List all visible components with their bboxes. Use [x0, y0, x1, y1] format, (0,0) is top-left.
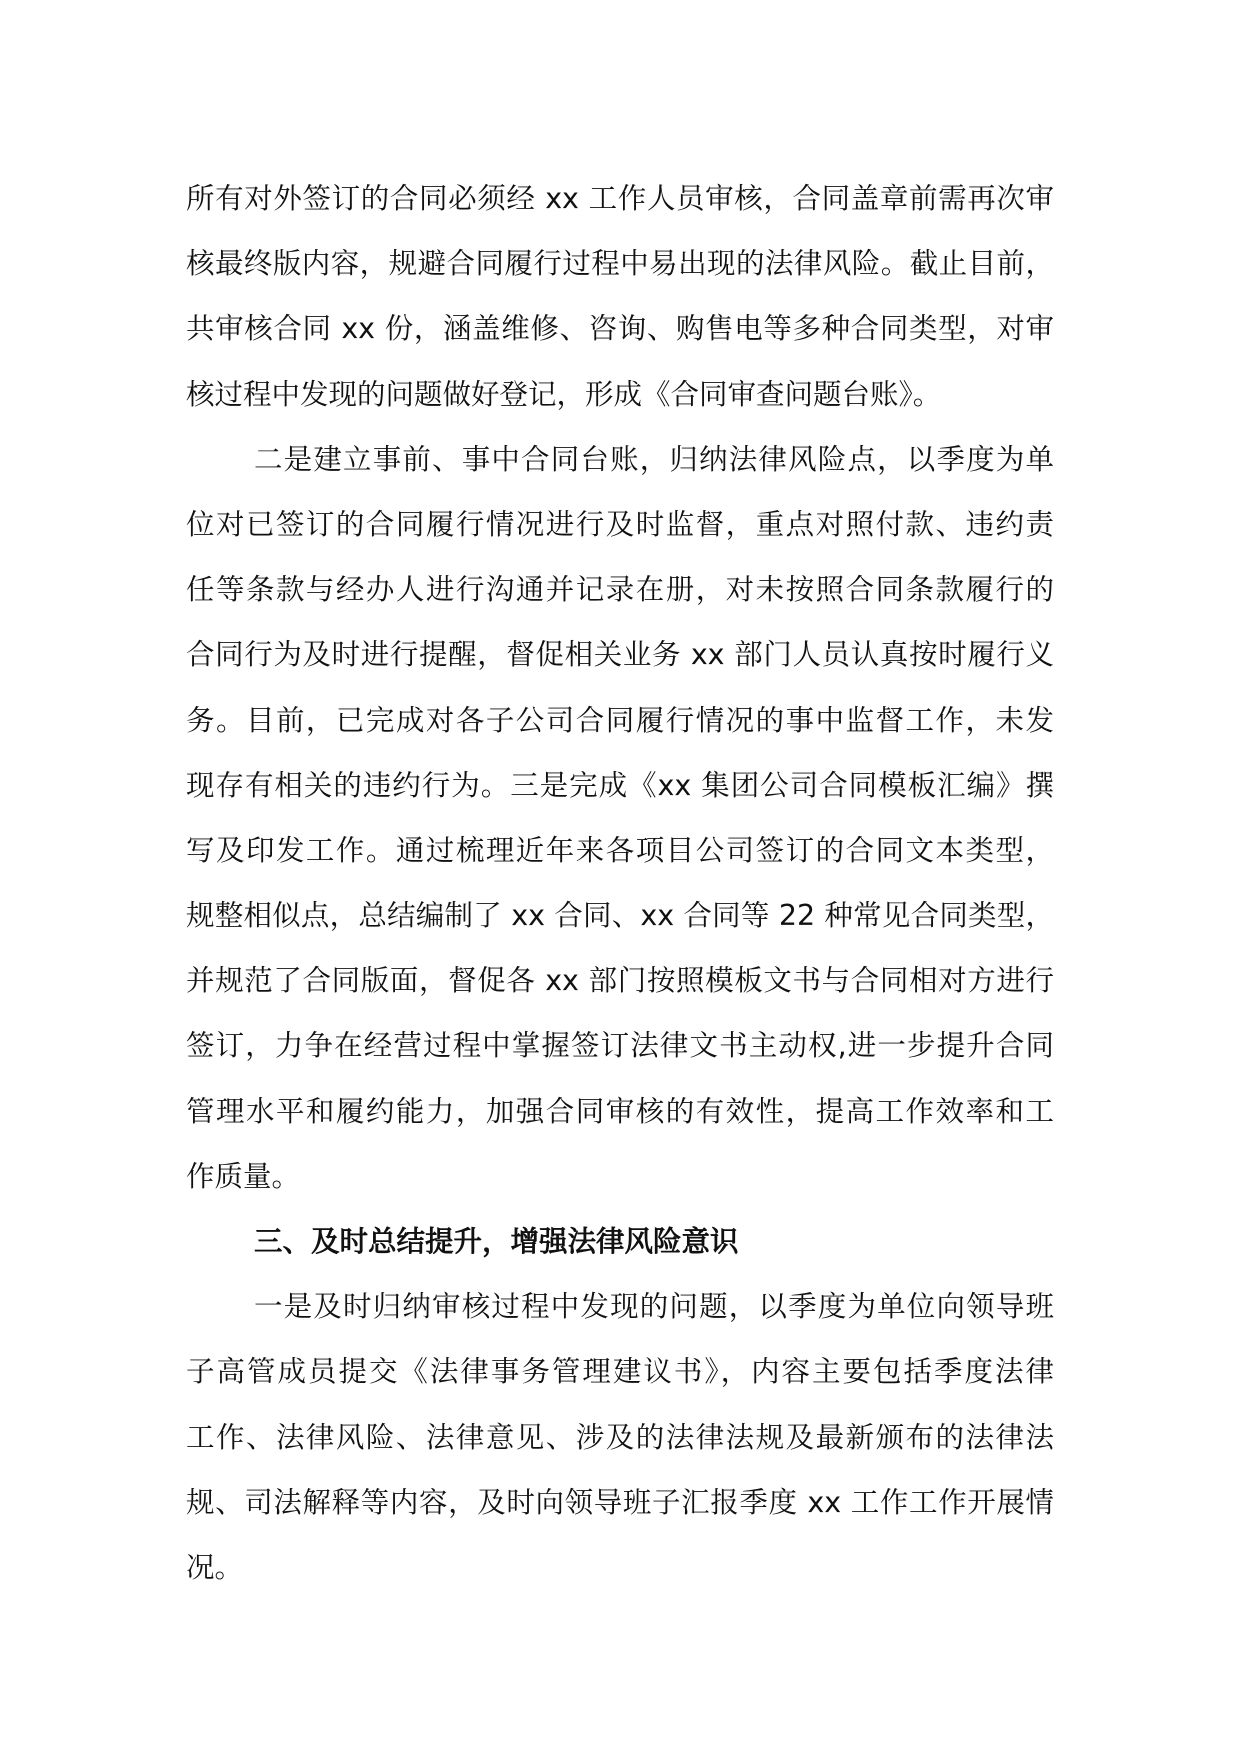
- text-line: 写及印发工作。通过梳理近年来各项目公司签订的合同文本类型，: [186, 833, 1054, 867]
- text-line: 一是及时归纳审核过程中发现的问题，以季度为单位向领导班: [254, 1290, 1054, 1324]
- text-line: 工作、法律风险、法律意见、涉及的法律法规及最新颁布的法律法: [186, 1420, 1054, 1454]
- text-line: 子高管成员提交《法律事务管理建议书》，内容主要包括季度法律: [186, 1355, 1054, 1389]
- text-line: 规整相似点，总结编制了 xx 合同、xx 合同等 22 种常见合同类型，: [186, 899, 1054, 933]
- text-line: 务。目前，已完成对各子公司合同履行情况的事中监督工作，未发: [186, 703, 1054, 737]
- text-line: 现存有相关的违约行为。三是完成《xx 集团公司合同模板汇编》撰: [186, 768, 1054, 802]
- text-line: 核最终版内容，规避合同履行过程中易出现的法律风险。截止目前，: [186, 247, 1054, 281]
- text-line: 位对已签订的合同履行情况进行及时监督，重点对照付款、违约责: [186, 507, 1054, 541]
- text-line: 共审核合同 xx 份，涵盖维修、咨询、购售电等多种合同类型，对审: [186, 312, 1054, 346]
- paragraph-legal-advice: [186, 1274, 1054, 1600]
- paragraph-contract-review: [186, 166, 1054, 427]
- paragraph-contract-ledger: [186, 427, 1054, 1209]
- document-body: [186, 166, 1054, 1600]
- text-line: 并规范了合同版面，督促各 xx 部门按照模板文书与合同相对方进行: [186, 964, 1054, 998]
- text-line: 作质量。: [186, 1159, 301, 1193]
- text-line: 合同行为及时进行提醒，督促相关业务 xx 部门人员认真按时履行义: [186, 638, 1054, 672]
- text-line: 任等条款与经办人进行沟通并记录在册，对未按照合同条款履行的: [186, 573, 1054, 607]
- section-heading: [186, 1209, 1054, 1274]
- text-line: 二是建立事前、事中合同台账，归纳法律风险点，以季度为单: [254, 442, 1054, 476]
- text-line: 况。: [186, 1550, 244, 1584]
- text-line: 所有对外签订的合同必须经 xx 工作人员审核，合同盖章前需再次审: [186, 182, 1054, 215]
- text-line: 签订，力争在经营过程中掌握签订法律文书主动权,进一步提升合同: [186, 1029, 1054, 1063]
- text-line: 管理水平和履约能力，加强合同审核的有效性，提高工作效率和工: [186, 1094, 1054, 1128]
- text-line: 规、司法解释等内容，及时向领导班子汇报季度 xx 工作工作开展情: [186, 1485, 1054, 1519]
- text-line: 核过程中发现的问题做好登记，形成《合同审查问题台账》。: [186, 377, 942, 411]
- section-heading-text: 三、及时总结提升，增强法律风险意识: [254, 1225, 739, 1258]
